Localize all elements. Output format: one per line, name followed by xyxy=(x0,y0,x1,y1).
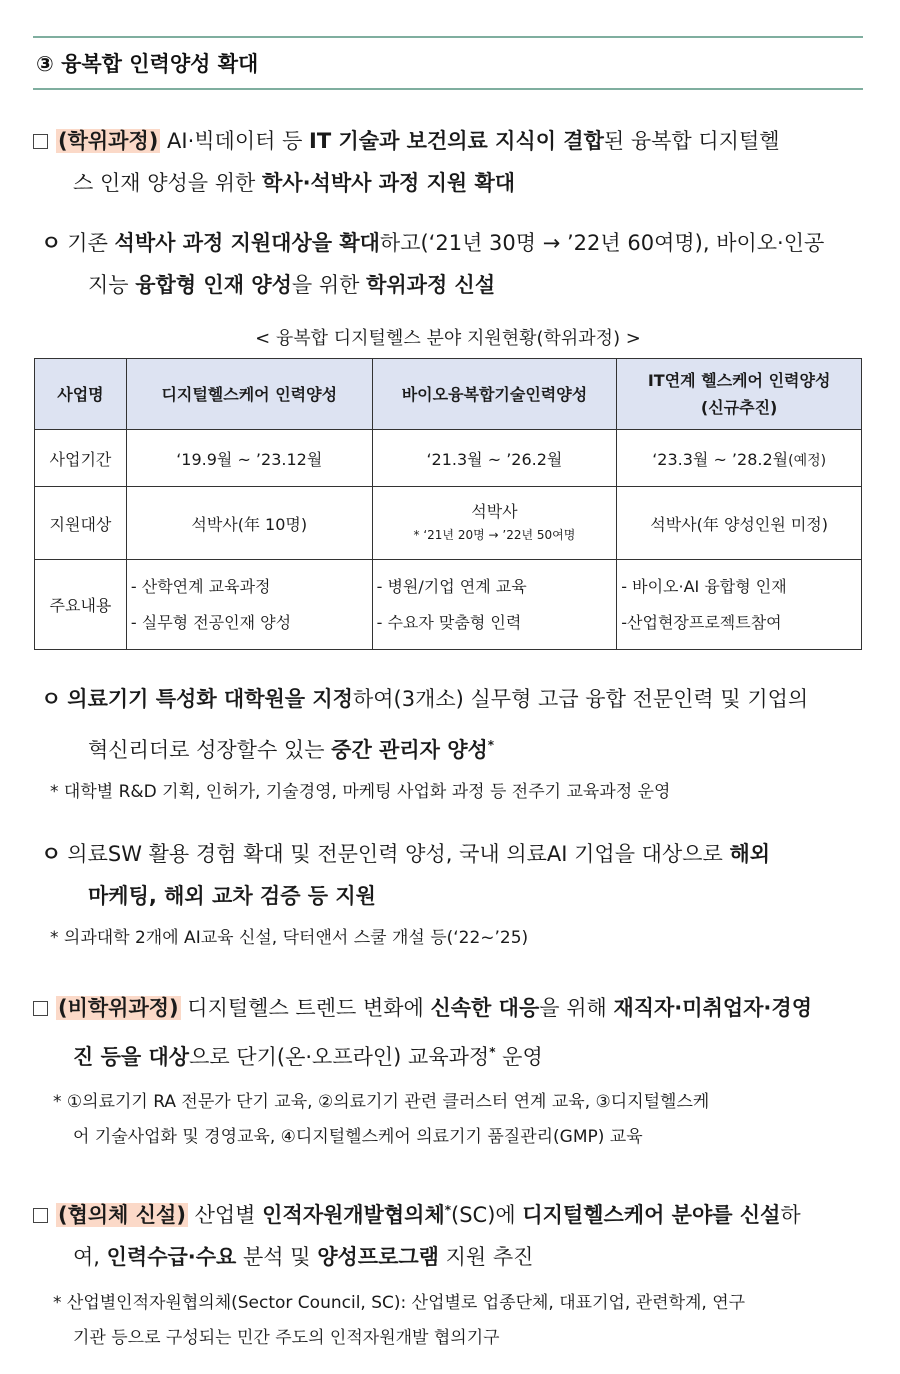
cell-text: 석박사 xyxy=(471,502,518,521)
tag-degree: (학위과정) xyxy=(58,129,159,153)
bullet-line1 xyxy=(33,833,873,875)
footnote-mark: * xyxy=(487,738,495,752)
cell-item: - 수요자 맞춤형 인력 xyxy=(376,612,522,632)
bullet-icon: ㅇ xyxy=(41,842,62,866)
cell-item: -산업현장프로젝트참여 xyxy=(621,612,782,632)
cell-item: - 실무형 전공인재 양성 xyxy=(130,612,292,632)
table-row xyxy=(35,560,862,650)
support-status-table xyxy=(34,358,862,650)
table-cell: ‘21.3월 ~ ’26.2월 xyxy=(372,430,617,487)
cell-item: - 바이오·AI 융합형 인재 xyxy=(621,576,787,596)
emphasis: 융합형 인재 양성 xyxy=(135,273,292,297)
text: 지원 추진 xyxy=(438,1245,534,1269)
bullet-line1 xyxy=(33,222,873,264)
text: 디지털헬스 트렌드 변화에 xyxy=(180,996,431,1020)
text: 하 xyxy=(780,1203,801,1227)
emphasis: 의료기기 특성화 대학원을 지정 xyxy=(67,687,353,711)
emphasis: 재직자·미취업자·경영 xyxy=(613,996,812,1020)
footnote: * 대학별 R&D 기획, 인허가, 기술경영, 마케팅 사업화 과정 등 전주기 교육과정 운영 xyxy=(50,782,671,802)
text: (SC)에 xyxy=(451,1203,523,1227)
bullet-line2 xyxy=(33,264,873,306)
column-header-subtext: (신규추진) xyxy=(700,398,778,417)
emphasis: IT 기술과 보건의료 지식이 결합 xyxy=(309,129,604,153)
table-cell xyxy=(617,430,862,487)
cell-item: - 산학연계 교육과정 xyxy=(130,576,271,596)
bullet-icon: ㅇ xyxy=(41,231,62,255)
bullet-medical-device-grad xyxy=(33,676,873,810)
cell-note: (예정) xyxy=(788,452,827,469)
footnote-mark: * xyxy=(489,1045,496,1059)
table-cell xyxy=(617,560,862,650)
cell-item: - 병원/기업 연계 교육 xyxy=(376,576,527,596)
table-row xyxy=(35,487,862,560)
emphasis: 디지털헬스케어 분야를 신설 xyxy=(522,1203,781,1227)
text: 된 융복합 디지털헬 xyxy=(603,129,780,153)
section-council xyxy=(33,1189,873,1356)
bullet-line2 xyxy=(33,875,873,917)
table-cell xyxy=(126,560,372,650)
emphasis: 해외 xyxy=(729,842,771,866)
text: 의료SW 활용 경험 확대 및 전문인력 양성, 국내 의료AI 기업을 대상으로 xyxy=(67,842,730,866)
text: 분석 및 xyxy=(236,1245,318,1269)
table-cell: 석박사(年 양성인원 미정) xyxy=(617,487,862,560)
emphasis: 양성프로그램 xyxy=(317,1245,439,1269)
footnote-line1: * 산업별인적자원협의체(Sector Council, SC): 산업별로 업종단체, 대표기업, 관련학계, 연구 xyxy=(53,1293,746,1313)
text: 혁신리더로 성장할수 있는 xyxy=(88,738,332,762)
table-cell: ‘19.9월 ~ ’23.12월 xyxy=(126,430,372,487)
cell-note: * ‘21년 20명 → ’22년 50여명 xyxy=(413,528,576,542)
section-header xyxy=(33,36,863,90)
column-header xyxy=(617,359,862,430)
section-non-degree xyxy=(33,986,873,1155)
checkbox-square-icon xyxy=(33,1208,48,1223)
bullet-line1 xyxy=(33,676,873,722)
text: 을 위한 xyxy=(291,273,367,297)
table-cell xyxy=(372,487,617,560)
text: 하고(‘21년 30명 → ’22년 60여명), 바이오·인공 xyxy=(379,231,825,255)
bullet-line2 xyxy=(33,722,873,773)
row-header: 사업기간 xyxy=(35,430,127,487)
text: 산업별 xyxy=(187,1203,263,1227)
emphasis: 인력수급·수요 xyxy=(106,1245,237,1269)
table-header-row xyxy=(35,359,862,430)
column-header: 사업명 xyxy=(35,359,127,430)
row-header: 지원대상 xyxy=(35,487,127,560)
section-line1 xyxy=(33,1189,873,1236)
section-line2 xyxy=(33,1030,873,1079)
emphasis: 중간 관리자 양성 xyxy=(331,738,488,762)
section-degree-line1 xyxy=(33,120,873,162)
text: AI·빅데이터 등 xyxy=(160,129,310,153)
emphasis: 진 등을 대상 xyxy=(73,1045,190,1069)
text: 을 위해 xyxy=(539,996,614,1020)
text: 스 인재 양성을 위한 xyxy=(73,171,262,195)
footnote-line2: 어 기술사업화 및 경영교육, ④디지털헬스케어 의료기기 품질관리(GMP) 교육 xyxy=(73,1127,643,1147)
row-header: 주요내용 xyxy=(35,560,127,650)
table-row xyxy=(35,430,862,487)
text: 기존 xyxy=(67,231,115,255)
table-cell xyxy=(372,560,617,650)
footnote-line2: 기관 등으로 구성되는 민간 주도의 인적자원개발 협의기구 xyxy=(73,1328,500,1348)
footnote-line1: * ①의료기기 RA 전문가 단기 교육, ②의료기기 관련 클러스터 연계 교육, ③디지털헬스케 xyxy=(53,1092,710,1112)
section-degree xyxy=(33,120,873,204)
section-line2 xyxy=(33,1236,873,1278)
emphasis: 마케팅, 해외 교차 검증 등 지원 xyxy=(88,884,376,908)
checkbox-square-icon xyxy=(33,1001,48,1016)
bullet-expand-masters xyxy=(33,222,873,306)
table-cell: 석박사(年 10명) xyxy=(126,487,372,560)
text: 으로 단기(온·오프라인) 교육과정 xyxy=(189,1045,490,1069)
column-header: 디지털헬스케어 인력양성 xyxy=(126,359,372,430)
bullet-medical-sw xyxy=(33,833,873,956)
tag-council: (협의체 신설) xyxy=(58,1203,186,1227)
emphasis: 학사·석박사 과정 지원 확대 xyxy=(262,171,516,195)
tag-non-degree: (비학위과정) xyxy=(58,996,179,1020)
emphasis: 학위과정 신설 xyxy=(366,273,496,297)
checkbox-square-icon xyxy=(33,134,48,149)
table-caption: < 융복합 디지털헬스 분야 지원현황(학위과정) > xyxy=(255,328,641,349)
section-line1 xyxy=(33,986,873,1030)
cell-text: ‘23.3월 ~ ’28.2월 xyxy=(652,449,789,469)
emphasis: 신속한 대응 xyxy=(430,996,540,1020)
text: 지능 xyxy=(88,273,136,297)
section-degree-line2 xyxy=(33,162,873,204)
section-title: ③ 융복합 인력양성 확대 xyxy=(36,52,259,76)
column-header: 바이오융복합기술인력양성 xyxy=(372,359,617,430)
column-header-text: IT연계 헬스케어 인력양성 xyxy=(647,371,831,390)
emphasis: 석박사 과정 지원대상을 확대 xyxy=(114,231,380,255)
text: 운영 xyxy=(495,1045,543,1069)
bullet-icon: ㅇ xyxy=(41,687,62,711)
text: 여, xyxy=(73,1245,107,1269)
footnote: * 의과대학 2개에 AI교육 신설, 닥터앤서 스쿨 개설 등(‘22~’25) xyxy=(50,928,529,948)
text: 하여(3개소) 실무형 고급 융합 전문인력 및 기업의 xyxy=(352,687,809,711)
footnote-mark: * xyxy=(444,1203,452,1217)
emphasis: 인적자원개발협의체 xyxy=(262,1203,445,1227)
